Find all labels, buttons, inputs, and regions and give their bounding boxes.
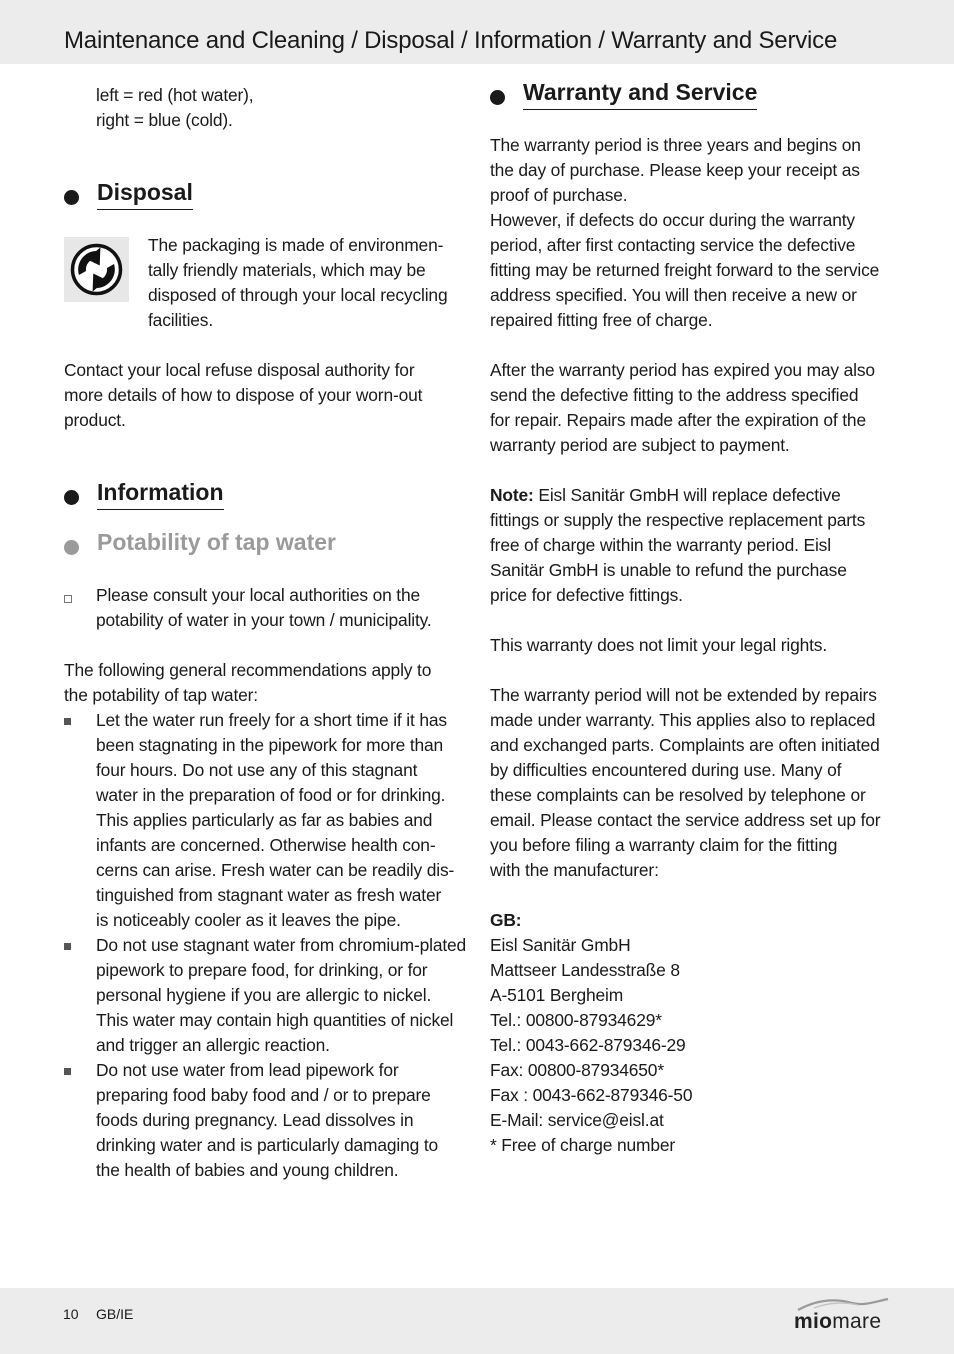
bullet1-line-8: tinguished from stagnant water as fresh water [96,885,442,905]
consult-line-2: potability of water in your town / municipality. [96,610,432,630]
free-of-charge-note: * Free of charge number [490,1135,676,1155]
page-region: GB/IE [96,1306,134,1322]
extension-line-4: by difficulties encountered during use. Many of [490,760,842,780]
bullet3-line-4: drinking water and is particularly damaging to [96,1135,439,1155]
bullet2-line-4: This water may contain high quantities of nickel [96,1010,454,1030]
note-line-4: Sanitär GmbH is unable to refund the purchase [490,560,847,580]
expired-line-3: for repair. Repairs made after the expiration of the [490,410,866,430]
extension-line-6: email. Please contact the service address set up for [490,810,881,830]
contact-line-2: more details of how to dispose of your worn-out [64,385,423,405]
heading-bullet-icon [64,190,79,205]
heading-bullet-icon [64,490,79,505]
page-number: 10 [63,1306,79,1322]
logo-text: miomare [794,1310,882,1333]
bullet1-line-1: Let the water run freely for a short time if it has [96,710,447,730]
bullet3-line-5: the health of babies and young children. [96,1160,399,1180]
bullet2-line-1: Do not use stagnant water from chromium-plated [96,935,467,955]
note-label: Note: [490,485,534,505]
intro-line-2: right = blue (cold). [96,110,233,130]
recommend-line-1: The following general recommendations apply to [64,660,432,680]
period-line-3: proof of purchase. [490,185,628,205]
gb-label: GB: [490,910,522,930]
extension-line-7: you before filing a warranty claim for the fitting [490,835,838,855]
expired-line-1: After the warranty period has expired you may also [490,360,875,380]
bullet3-line-3: foods during pregnancy. Lead dissolves in [96,1110,414,1130]
intro-line-1: left = red (hot water), [96,85,254,105]
note-line-1-text: Eisl Sanitär GmbH will replace defective [533,485,841,505]
bullet1-line-4: water in the preparation of food or for drinking. [96,785,446,805]
note-line-2: fittings or supply the respective replacement parts [490,510,866,530]
bullet1-line-9: is noticeably cooler as it leaves the pipe. [96,910,401,930]
subheading-bullet-icon [64,540,79,555]
period-line-8: repaired fitting free of charge. [490,310,713,330]
rights-line: This warranty does not limit your legal rights. [490,635,828,655]
extension-line-8: with the manufacturer: [490,860,659,880]
address-fax: Fax : 0043-662-879346-50 [490,1085,693,1105]
extension-line-2: made under warranty. This applies also to replaced [490,710,876,730]
square-bullet-icon [64,1068,71,1075]
bullet1-line-6: infants are concerned. Otherwise health con- [96,835,436,855]
consult-line-1: Please consult your local authorities on the [96,585,421,605]
period-line-5: period, after first contacting service the defective [490,235,856,255]
bullet2-line-5: and trigger an allergic reaction. [96,1035,330,1055]
bullet1-line-3: four hours. Do not use any of this stagnant [96,760,418,780]
address-company: Eisl Sanitär GmbH [490,935,631,955]
note-line-5: price for defective fittings. [490,585,683,605]
packaging-line-4: facilities. [148,310,214,330]
contact-line-1: Contact your local refuse disposal authority for [64,360,415,380]
packaging-line-2: tally friendly materials, which may be [148,260,426,280]
square-bullet-icon [64,943,71,950]
address-street: Mattseer Landesstraße 8 [490,960,680,980]
address-tel: Tel.: 0043-662-879346-29 [490,1035,686,1055]
square-bullet-icon [64,718,71,725]
contact-line-3: product. [64,410,126,430]
heading-bullet-icon [490,90,505,105]
packaging-line-3: disposed of through your local recycling [148,285,448,305]
note-line-3: free of charge within the warranty period. Eisl [490,535,831,555]
miomare-logo [794,1296,890,1336]
address-fax-free: Fax: 00800-87934650* [490,1060,664,1080]
recommend-line-2: the potability of tap water: [64,685,258,705]
address-tel-free: Tel.: 00800-87934629* [490,1010,662,1030]
period-line-4: However, if defects do occur during the warranty [490,210,855,230]
bullet1-line-5: This applies particularly as far as babies and [96,810,433,830]
page-title: Maintenance and Cleaning / Disposal / Information / Warranty and Service [64,27,838,54]
period-line-2: the day of purchase. Please keep your receipt as [490,160,860,180]
extension-line-5: these complaints can be resolved by telephone or [490,785,866,805]
period-line-1: The warranty period is three years and begins on [490,135,861,155]
bullet1-line-2: been stagnating in the pipework for more than [96,735,444,755]
extension-line-1: The warranty period will not be extended by repairs [490,685,877,705]
extension-line-3: and exchanged parts. Complaints are often initiated [490,735,880,755]
expired-line-2: send the defective fitting to the address specified [490,385,859,405]
bullet3-line-2: preparing food baby food and / or to prepare [96,1085,431,1105]
recycling-icon [64,237,129,302]
checkbox-bullet-icon [64,595,72,603]
expired-line-4: warranty period are subject to payment. [490,435,790,455]
bullet2-line-3: personal hygiene if you are allergic to nickel. [96,985,432,1005]
period-line-6: fitting may be returned freight forward to the service [490,260,880,280]
period-line-7: address specified. You will then receive a new or [490,285,857,305]
bullet3-line-1: Do not use water from lead pipework for [96,1060,399,1080]
address-city: A-5101 Bergheim [490,985,624,1005]
note-line-1 [490,483,841,508]
bullet1-line-7: cerns can arise. Fresh water can be readily dis- [96,860,455,880]
packaging-line-1: The packaging is made of environmen- [148,235,444,255]
address-email: E-Mail: service@eisl.at [490,1110,664,1130]
bullet2-line-2: pipework to prepare food, for drinking, or for [96,960,428,980]
